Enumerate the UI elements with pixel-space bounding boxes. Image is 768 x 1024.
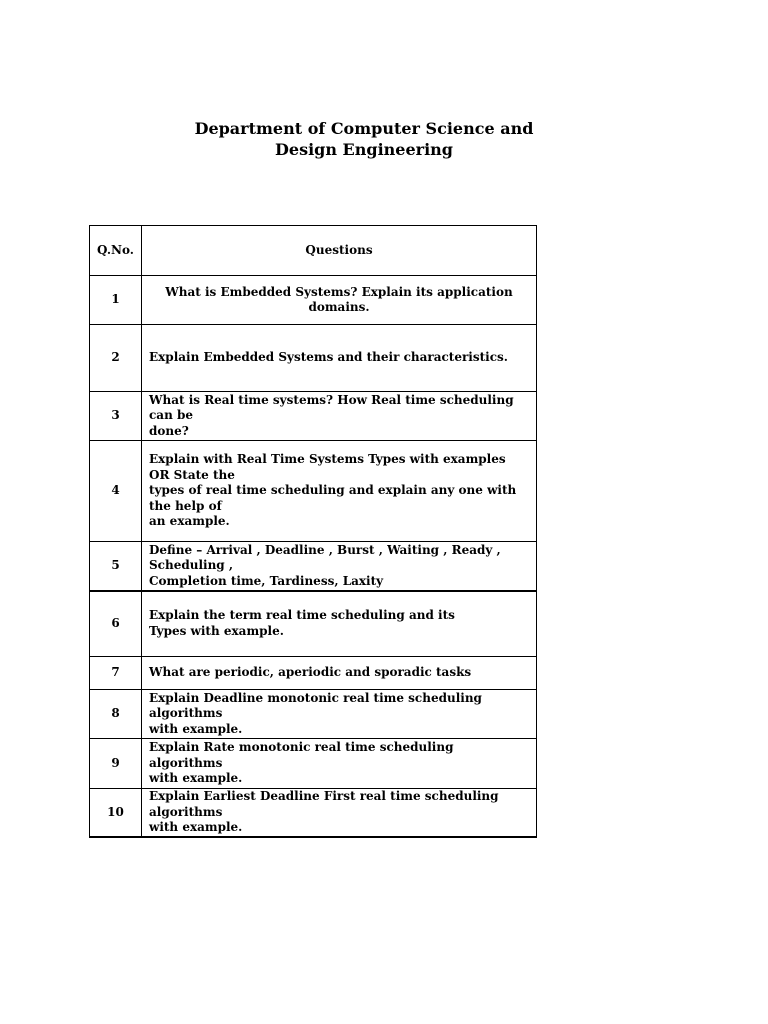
title-line-1: Department of Computer Science and — [194, 119, 534, 138]
question-line: Explain the term real time scheduling and its — [149, 608, 455, 623]
question-number: 2 — [90, 325, 142, 392]
title-line-2: Design Engineering — [275, 140, 453, 159]
question-number: 1 — [90, 276, 142, 325]
header-questions: Questions — [142, 226, 537, 276]
question-line: done? — [149, 423, 189, 438]
table-row — [90, 276, 537, 325]
table-row — [90, 690, 537, 739]
header-qno: Q.No. — [90, 226, 142, 276]
table-row — [90, 392, 537, 441]
table-row — [90, 739, 537, 789]
question-line: Explain with Real Time Systems Types with examples OR State the — [149, 452, 506, 482]
question-line: Types with example. — [149, 623, 284, 638]
question-number: 10 — [90, 789, 142, 837]
question-number: 4 — [90, 441, 142, 542]
question-line: Explain Deadline monotonic real time scheduling algorithms — [149, 690, 482, 721]
question-line: types of real time scheduling and explain any one with the help of — [149, 483, 517, 513]
question-line: What is Real time systems? How Real time scheduling can be — [149, 392, 514, 423]
question-number: 7 — [90, 657, 142, 690]
question-text — [142, 739, 537, 789]
questions-table — [89, 225, 537, 838]
question-text — [142, 591, 537, 657]
table-row — [90, 325, 537, 392]
question-line: Define – Arrival , Deadline , Burst , Waiting , Ready , Scheduling , — [149, 542, 501, 572]
question-number: 8 — [90, 690, 142, 739]
question-text — [142, 441, 537, 542]
question-line: with example. — [149, 721, 243, 736]
question-number: 9 — [90, 739, 142, 789]
question-number: 3 — [90, 392, 142, 441]
question-number: 5 — [90, 542, 142, 591]
question-text — [142, 657, 537, 690]
question-line: with example. — [149, 820, 243, 834]
question-line: Explain Rate monotonic real time scheduling algorithms — [149, 740, 454, 770]
question-line: an example. — [149, 514, 230, 529]
question-line: Completion time, Tardiness, Laxity — [149, 573, 384, 588]
question-line: What are periodic, aperiodic and sporadic tasks — [149, 665, 472, 680]
question-line: with example. — [149, 771, 243, 786]
question-text — [142, 276, 537, 325]
table-header-row — [90, 226, 537, 276]
question-text — [142, 690, 537, 739]
table-row — [90, 542, 537, 591]
table-row — [90, 657, 537, 690]
question-text — [142, 542, 537, 591]
question-text — [142, 789, 537, 837]
question-line: What is Embedded Systems? Explain its application domains. — [165, 284, 513, 314]
question-line: Explain Embedded Systems and their characteristics. — [149, 350, 508, 365]
question-text — [142, 325, 537, 392]
question-line: Explain Earliest Deadline First real time scheduling algorithms — [149, 789, 499, 819]
question-number: 6 — [90, 591, 142, 657]
table-row — [90, 441, 537, 542]
table-row — [90, 789, 537, 837]
question-text — [142, 392, 537, 441]
page-title — [0, 118, 728, 160]
table-row — [90, 591, 537, 657]
